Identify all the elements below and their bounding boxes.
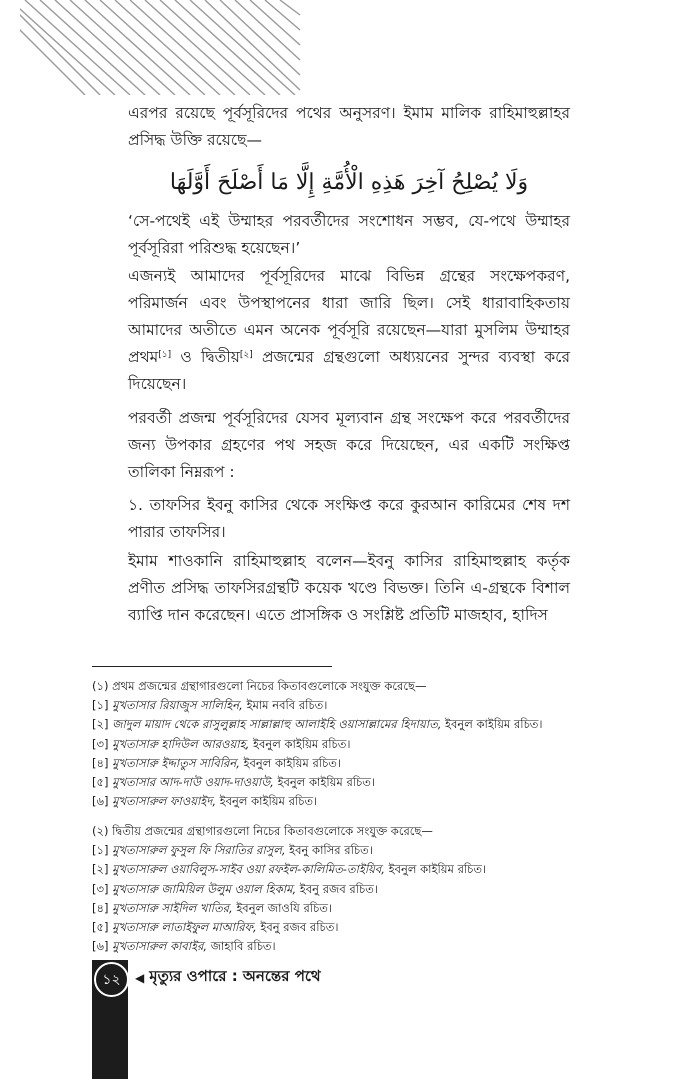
paragraph-abridgement	[128, 263, 570, 398]
footnote-item: [২] জাদুল মায়াদ থেকে রাসুলুল্লাহ সাল্লাল্লাহু আলাইহি ওয়াসাল্লামের হিদায়াত, ইবনুল কাইয়িম রচিত।	[92, 717, 543, 732]
footnote-divider	[92, 666, 332, 667]
footnote-heading: (১) প্রথম প্রজন্মের গ্রন্থাগারগুলো নিচের কিতাবগুলোকে সংযুক্ত করেছে—	[92, 679, 427, 693]
paragraph-intro: এরপর রয়েছে পূর্বসূরিদের পথের অনুসরণ। ইমাম মালিক রাহিমাহুল্লাহর প্রসিদ্ধ উক্তি রয়েছে—	[128, 104, 570, 149]
list-item-1: ১. তাফসির ইবনু কাসির থেকে সংক্ষিপ্ত করে কুরআন কারিমের শেষ দশ পারার তাফসির।	[128, 496, 570, 541]
arabic-quote: وَلَا يُصْلِحُ آخِرَ هَذِهِ الْأُمَّةِ إِلَّا مَا أَصْلَحَ أَوَّلَهَا	[169, 170, 529, 195]
paragraph-abridgement-text-a: এজন্যই আমাদের পূর্বসূরিদের মাঝে বিভিন্ন গ্রন্থের সংক্ষেপকরণ, পরিমার্জন এবং উপস্থাপনের ধারা জারি ছিল। সেই ধারাবাহিকতায় আমাদের অতীতে এমন অনেক পূর্বসূরি রয়েছেন—যারা মুসলিম উম্মাহর প্রথম	[128, 267, 570, 366]
footnote-block-2	[92, 822, 562, 956]
footnote-item: [৫] মুখতাসারু লাতাইফুল মাআরিফ, ইবনু রজব রচিত।	[92, 920, 339, 935]
paragraph-abridgement-text-c: প্রজন্মের গ্রন্থগুলো অধ্যয়নের সুন্দর ব্যবস্থা করে দিয়েছেন।	[128, 348, 571, 393]
footnote-item: [২] মুখতাসারুল ওয়াবিলুস-সাইব ওয়া রফইল-কালিমিত-তাইয়িব, ইবনুল কাইয়িম রচিত।	[92, 862, 487, 877]
triangle-left-icon: ◀	[135, 970, 145, 985]
footnote-item: [১] মুখতাসারুল ফুসুল ফি সিরাতির রাসুল, ইবনু কাসির রচিত।	[92, 843, 373, 858]
running-header	[135, 965, 321, 990]
footnote-heading: (২) দ্বিতীয় প্রজন্মের গ্রন্থাগারগুলো নিচের কিতাবগুলোকে সংযুক্ত করেছে—	[92, 824, 433, 838]
footnote-item: [৫] মুখতাসার আদ-দাউ ওয়াদ-দাওয়াউ, ইবনুল কাইয়িম রচিত।	[92, 775, 376, 790]
paragraph-abridgement-text-b: ও দ্বিতীয়	[171, 348, 240, 366]
footnote-ref-1[interactable]: [১]	[158, 350, 172, 360]
paragraph-shawkani: ইমাম শাওকানি রাহিমাহুল্লাহ বলেন—ইবনু কাসির রাহিমাহুল্লাহ কর্তৃক প্রণীত প্রসিদ্ধ তাফসিরগ্রন্থটি কয়েক খণ্ডে বিভক্ত। তিনি এ-গ্রন্থকে বিশাল ব্যাপ্তি দান করেছেন। এতে প্রাসঙ্গিক ও সংশ্লিষ্ট প্রতিটি মাজহাব, হাদিস	[128, 552, 570, 624]
page-number: ১২	[94, 962, 129, 997]
footnote-item: [৪] মুখতাসারু সাইদিল খাতির, ইবনুল জাওযি রচিত।	[92, 900, 333, 915]
footnote-item: [৪] মুখতাসারু ইদ্দাতুস সাবিরিন, ইবনুল কাইয়িম রচিত।	[92, 755, 342, 770]
footnote-item: [১] মুখতাসার রিয়াজুস সালিহিন, ইমাম নববি রচিত।	[92, 698, 328, 713]
book-title: মৃত্যুর ওপারে : অনন্তের পথে	[149, 967, 321, 985]
paragraph-later-generations: পরবর্তী প্রজন্ম পূর্বসূরিদের যেসব মূল্যবান গ্রন্থ সংক্ষেপ করে পরবর্তীদের জন্য উপকার গ্রহণের পথ সহজ করে দিয়েছেন, এর একটি সংক্ষিপ্ত তালিকা নিম্নরূপ :	[128, 409, 570, 481]
diagonal-stripes-decoration	[0, 0, 320, 95]
footnote-ref-2[interactable]: [২]	[239, 350, 253, 360]
footnote-item: [৬] মুখতাসারুল কাবাইর, জাহাবি রচিত।	[92, 939, 276, 954]
footnote-item: [৩] মুখতাসারু জামিয়িল উলুম ওয়াল হিকাম, ইবনু রজব রচিত।	[92, 881, 378, 896]
footnote-item: [৬] মুখতাসারুল ফাওয়াইদ, ইবনুল কাইয়িম রচিত।	[92, 794, 318, 809]
footnote-item: [৩] মুখতাসারু হাদিউল আরওয়াহ, ইবনুল কাইয়িম রচিত।	[92, 736, 351, 751]
paragraph-translation: ‘সে-পথেই এই উম্মাহর পরবর্তীদের সংশোধন সম্ভব, যে-পথে উম্মাহর পূর্বসূরিরা পরিশুদ্ধ হয়েছেন।’	[128, 212, 570, 257]
footnote-block-1	[92, 677, 562, 811]
